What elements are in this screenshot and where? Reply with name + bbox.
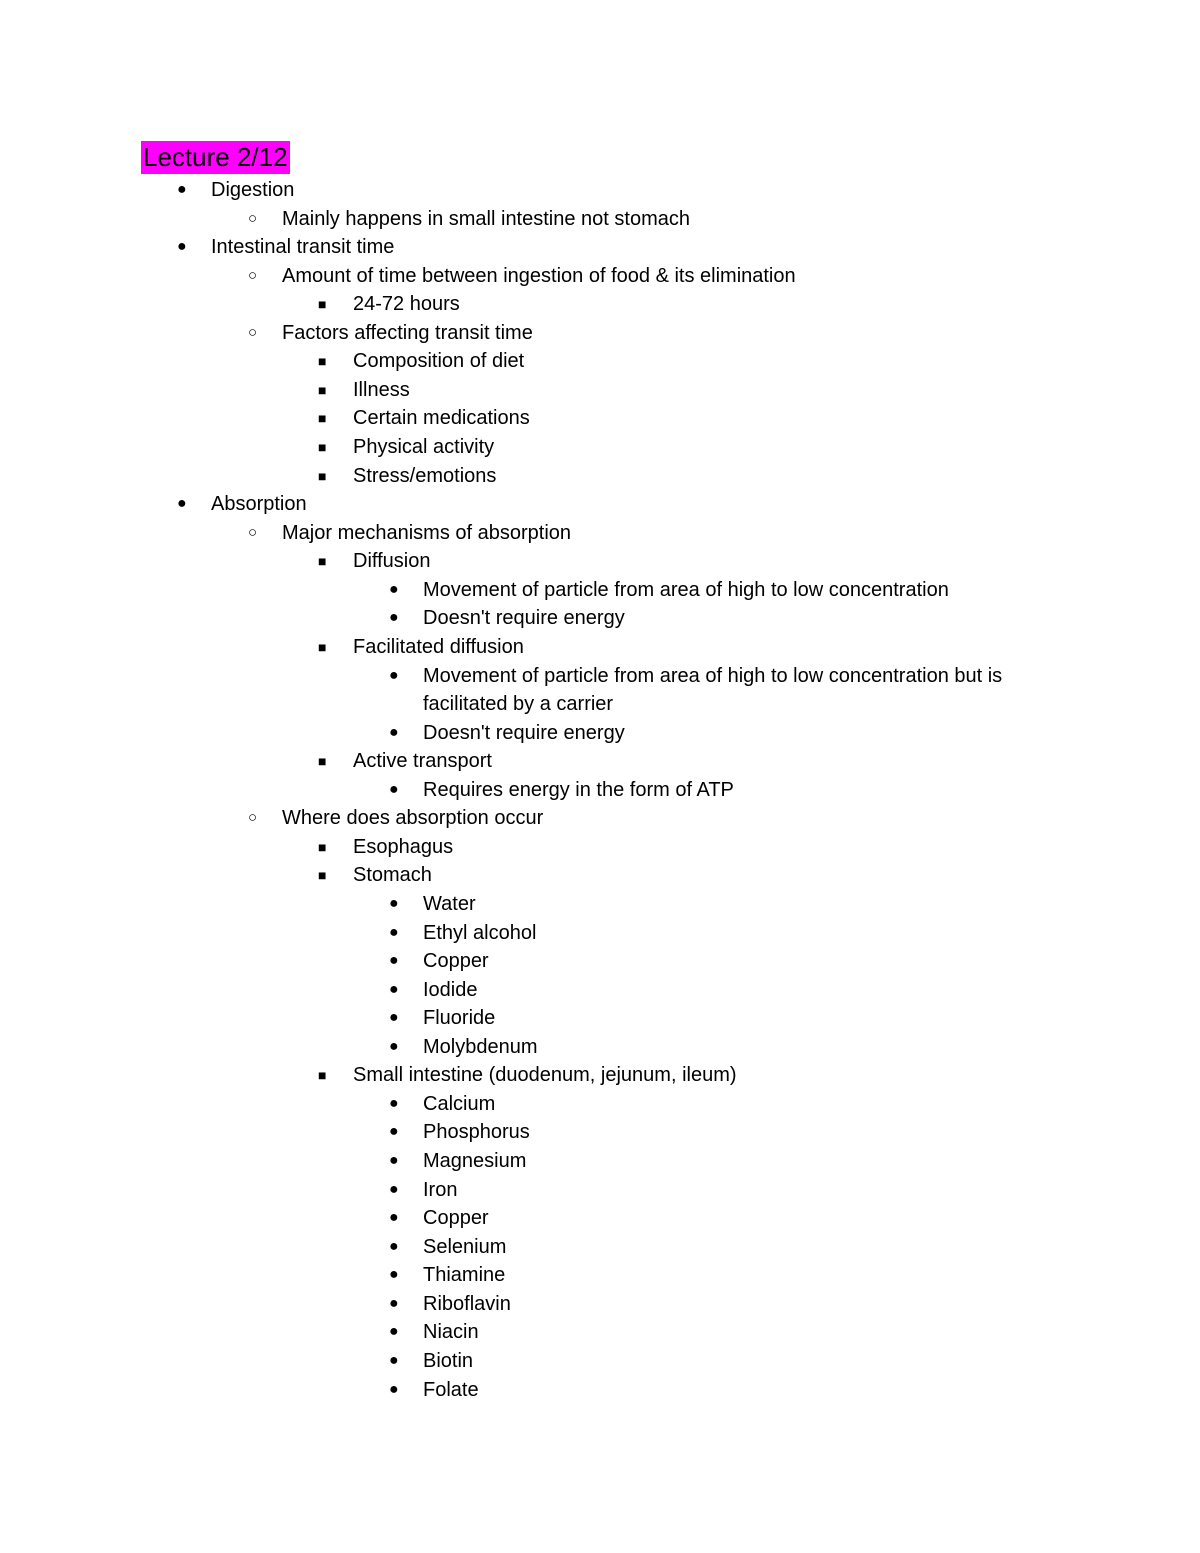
bullet-disc-icon: ● <box>389 723 399 741</box>
list-item-text: Major mechanisms of absorption <box>282 521 572 544</box>
list-item-text: Mainly happens in small intestine not stomach <box>282 207 690 230</box>
bullet-disc-icon: ● <box>389 923 399 941</box>
bullet-disc-icon: ● <box>389 895 399 912</box>
bullet-square-icon: ■ <box>318 410 327 427</box>
list-item-text: Ethyl alcohol <box>423 921 537 944</box>
list-item-text: Calcium <box>423 1092 496 1115</box>
bullet-disc-icon: ● <box>389 1237 399 1255</box>
bullet-disc-icon: ● <box>389 1323 399 1341</box>
list-item-text: Magnesium <box>423 1150 527 1173</box>
bullet-square-icon: ■ <box>318 1067 327 1084</box>
list-item-text: Biotin <box>423 1349 474 1372</box>
bullet-square-icon: ■ <box>318 467 327 484</box>
list-item-text: Esophagus <box>353 835 454 858</box>
list-item-text: Copper <box>423 950 489 973</box>
bullet-disc-icon: ● <box>389 1294 399 1312</box>
list-item-text: Amount of time between ingestion of food & its elimination <box>282 264 796 287</box>
bullet-disc-icon: ● <box>177 495 187 513</box>
list-item-text: Digestion <box>211 179 295 201</box>
bullet-square-icon: ■ <box>318 381 327 398</box>
list-item-text: Selenium <box>423 1235 507 1258</box>
list-item-text: Doesn't require energy <box>423 721 625 744</box>
bullet-square-icon: ■ <box>318 838 327 855</box>
list-item-text: Doesn't require energy <box>423 607 625 630</box>
bullet-disc-icon: ● <box>389 780 399 798</box>
bullet-disc-icon: ● <box>389 1094 399 1112</box>
list-item-text: Requires energy in the form of ATP <box>423 778 734 801</box>
bullet-square-icon: ■ <box>318 553 327 570</box>
list-item-text: Phosphorus <box>423 1121 530 1144</box>
bullet-square-icon: ■ <box>318 353 327 370</box>
bullet-disc-icon: ● <box>389 1037 399 1055</box>
bullet-disc-icon: ● <box>389 952 399 970</box>
list-item-text: Diffusion <box>353 550 431 573</box>
bullet-circle-icon: ○ <box>248 266 258 284</box>
bullet-disc-icon: ● <box>389 1009 399 1027</box>
bullet-disc-icon: ● <box>389 1266 399 1284</box>
list-item-text: Riboflavin <box>423 1292 511 1315</box>
page-title: Lecture 2/12 <box>143 142 288 172</box>
bullet-disc-icon: ● <box>389 1123 399 1141</box>
list-item-text: Physical activity <box>353 436 495 459</box>
bullet-square-icon: ■ <box>318 638 327 655</box>
bullet-circle-icon: ○ <box>248 209 258 227</box>
list-item-text: Niacin <box>423 1321 479 1344</box>
bullet-circle-icon: ○ <box>248 523 258 541</box>
bullet-disc-icon: ● <box>177 238 187 256</box>
bullet-disc-icon: ● <box>389 580 399 598</box>
bullet-disc-icon: ● <box>389 980 399 998</box>
list-item-text: Iron <box>423 1178 458 1201</box>
list-item-text: Copper <box>423 1207 489 1230</box>
bullet-square-icon: ■ <box>318 296 327 313</box>
list-item-text: Movement of particle from area of high to low concentration but is <box>423 664 1003 687</box>
bullet-disc-icon: ● <box>177 181 187 198</box>
list-item-text: Absorption <box>211 493 307 516</box>
list-item-text: Facilitated diffusion <box>353 635 524 658</box>
bullet-disc-icon: ● <box>389 609 399 627</box>
list-item-text: Illness <box>353 378 410 401</box>
bullet-square-icon: ■ <box>318 753 327 770</box>
list-item-text: Certain medications <box>353 407 530 430</box>
bullet-disc-icon: ● <box>389 1152 399 1170</box>
list-item-text: Composition of diet <box>353 350 525 373</box>
list-item-text: Water <box>423 893 476 915</box>
bullet-circle-icon: ○ <box>248 809 258 827</box>
bullet-disc-icon: ● <box>389 1180 399 1198</box>
list-item-text: Fluoride <box>423 1007 496 1030</box>
list-item-text: 24-72 hours <box>353 293 460 316</box>
list-item-text: Small intestine (duodenum, jejunum, ileum) <box>353 1064 737 1087</box>
bullet-disc-icon: ● <box>389 666 399 684</box>
bullet-disc-icon: ● <box>389 1209 399 1227</box>
list-item-text: Factors affecting transit time <box>282 321 533 344</box>
list-item-text: Active transport <box>353 750 492 773</box>
bullet-disc-icon: ● <box>389 1351 399 1369</box>
list-item-text: Molybdenum <box>423 1035 538 1058</box>
list-item-text: Thiamine <box>423 1264 506 1287</box>
list-item-text: Stomach <box>353 864 432 887</box>
list-item-text: facilitated by a carrier <box>423 693 614 716</box>
bullet-circle-icon: ○ <box>248 323 258 341</box>
list-item-text: Folate <box>423 1378 479 1401</box>
bullet-disc-icon: ● <box>389 1380 399 1398</box>
list-item-text: Where does absorption occur <box>282 807 544 830</box>
list-item-text: Intestinal transit time <box>211 236 395 259</box>
list-item-text: Iodide <box>423 978 478 1001</box>
bullet-square-icon: ■ <box>318 439 327 456</box>
bullet-square-icon: ■ <box>318 867 327 884</box>
list-item-text: Movement of particle from area of high to low concentration <box>423 578 949 601</box>
list-item-text: Stress/emotions <box>353 464 497 487</box>
